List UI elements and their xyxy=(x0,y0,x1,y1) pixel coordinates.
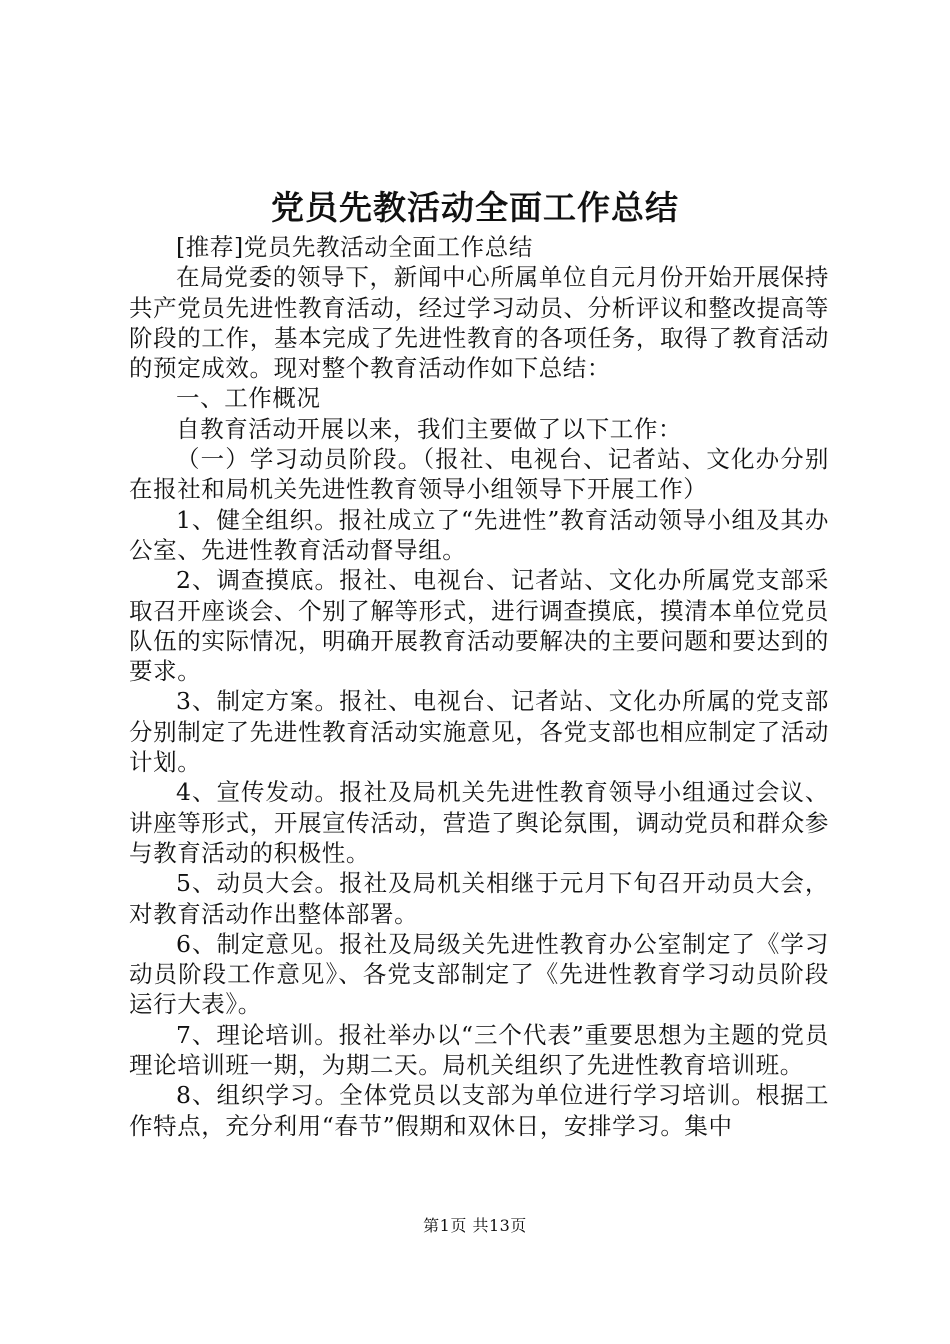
document-title: 党员先教活动全面工作总结 xyxy=(271,188,679,227)
item-opinions: 6、制定意见。报社及局级关先进性教育办公室制定了《学习动员阶段工作意见》、各党支部制定了《先进性教育学习动员阶段运行大表》。 xyxy=(129,929,829,1019)
paragraph-intro: 在局党委的领导下，新闻中心所属单位自元月份开始开展保持共产党员先进性教育活动，经过学习动员、分析评议和整改提高等阶段的工作，基本完成了先进性教育的各项任务，取得了教育活动的预定成效。现对整个教育活动作如下总结： xyxy=(129,263,829,383)
page-number-footer: 第1页 共13页 xyxy=(423,1216,527,1235)
item-publicity: 4、宣传发动。报社及局机关先进性教育领导小组通过会议、讲座等形式，开展宣传活动，营造了舆论氛围，调动党员和群众参与教育活动的积极性。 xyxy=(129,778,829,867)
document-body xyxy=(129,232,829,1141)
item-mobilization-meeting: 5、动员大会。报社及局机关相继于元月下旬召开动员大会，对教育活动作出整体部署。 xyxy=(129,869,829,928)
item-organized-study: 8、组织学习。全体党员以支部为单位进行学习培训。根据工作特点，充分利用“春节”假期和双休日，安排学习。集中 xyxy=(129,1081,829,1140)
subsection-study-mobilization: （一）学习动员阶段。（报社、电视台、记者站、文化办分别在报社和局机关先进性教育领导小组领导下开展工作） xyxy=(129,445,829,504)
paragraph-recommend-heading: [推荐]党员先教活动全面工作总结 xyxy=(176,233,533,261)
item-theory-training: 7、理论培训。报社举办以“三个代表”重要思想为主题的党员理论培训班一期，为期二天。局机关组织了先进性教育培训班。 xyxy=(129,1020,829,1080)
item-investigation: 2、调查摸底。报社、电视台、记者站、文化办所属党支部采取召开座谈会、个别了解等形式，进行调查摸底，摸清本单位党员队伍的实际情况，明确开展教育活动要解决的主要问题和要达到的要求。 xyxy=(129,566,829,686)
paragraph-work-summary: 自教育活动开展以来，我们主要做了以下工作： xyxy=(176,414,683,443)
item-plan: 3、制定方案。报社、电视台、记者站、文化办所属的党支部分别制定了先进性教育活动实施意见，各党支部也相应制定了活动计划。 xyxy=(129,687,829,777)
section-heading-overview: 一、工作概况 xyxy=(176,384,321,413)
item-organization: 1、健全组织。报社成立了“先进性”教育活动领导小组及其办公室、先进性教育活动督导组。 xyxy=(129,505,829,564)
